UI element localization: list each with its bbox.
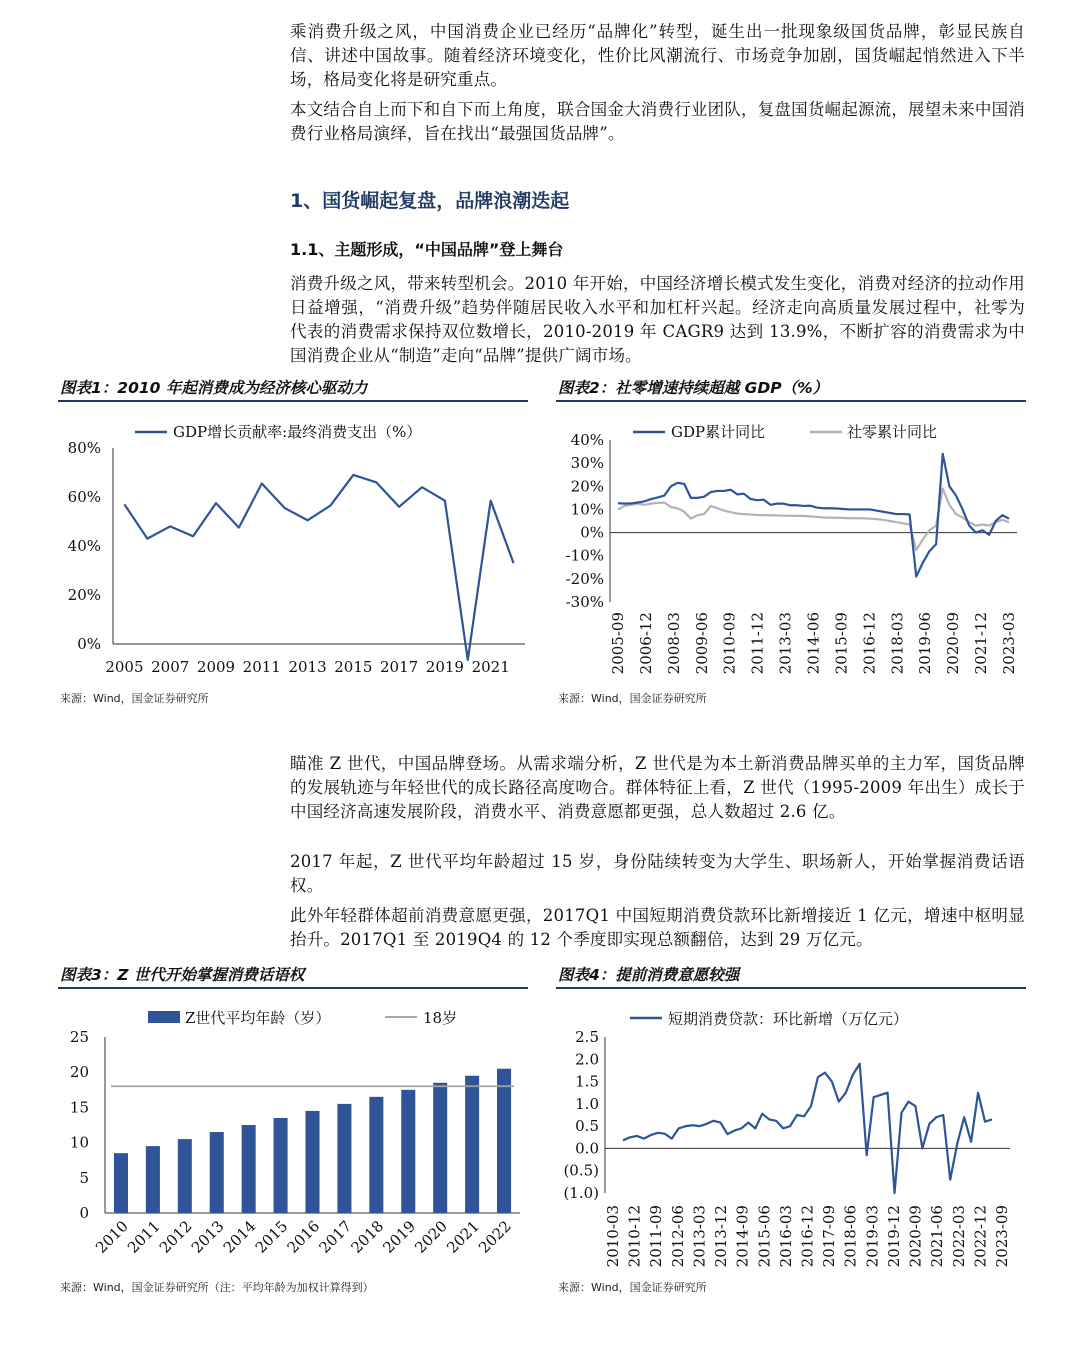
bar	[210, 1132, 224, 1213]
x-tick-label: 2021-06	[928, 1205, 947, 1268]
bar	[401, 1090, 415, 1213]
y-tick-label: 2.0	[575, 1050, 599, 1069]
bar	[114, 1153, 128, 1213]
y-tick-label: 2.5	[575, 1028, 599, 1046]
x-tick-label: 2019-12	[884, 1205, 903, 1268]
x-tick-label: 2014-06	[804, 612, 823, 675]
x-tick-label: 2010-03	[604, 1205, 622, 1268]
y-tick-label: 1.0	[575, 1094, 599, 1113]
x-tick-label: 2011	[242, 658, 281, 676]
figure-4-source: 来源：Wind，国金证券研究所	[558, 1281, 707, 1294]
x-tick-label: 2011-12	[748, 612, 767, 675]
legend-label: GDP累计同比	[671, 423, 766, 441]
y-tick-label: 1.5	[575, 1072, 599, 1091]
x-tick-label: 2014	[219, 1217, 260, 1257]
y-tick-label: (1.0)	[563, 1184, 599, 1202]
y-tick-label: 0%	[580, 523, 604, 542]
x-tick-label: 2011	[123, 1217, 164, 1257]
x-tick-label: 2018-03	[888, 612, 907, 675]
x-tick-label: 2015	[251, 1217, 292, 1257]
subsection-heading: 1.1、主题形成，“中国品牌”登上舞台	[290, 240, 564, 259]
x-tick-label: 2006-12	[636, 612, 655, 675]
legend-swatch	[148, 1011, 180, 1023]
y-tick-label: 10%	[570, 500, 604, 519]
y-tick-label: (0.5)	[563, 1161, 599, 1180]
series-line	[623, 1064, 992, 1193]
x-tick-label: 2021-12	[972, 612, 991, 675]
legend-label: Z世代平均年龄（岁）	[185, 1009, 331, 1027]
series-line	[124, 475, 513, 660]
figure-4-rule	[556, 987, 1026, 989]
x-tick-label: 2019-03	[863, 1205, 882, 1268]
y-tick-label: 40%	[570, 431, 604, 449]
bar	[433, 1083, 447, 1213]
x-tick-label: 2021	[471, 658, 510, 676]
y-tick-label: -10%	[565, 546, 604, 565]
x-tick-label: 2012	[155, 1217, 196, 1257]
x-tick-label: 2022-03	[949, 1205, 968, 1268]
paragraph-5: 2017 年起，Z 世代平均年龄超过 15 岁，身份陆续转变为大学生、职场新人，开始掌握消费话语权。	[290, 852, 1025, 895]
x-tick-label: 2009	[196, 658, 236, 676]
figure-4-title: 图表4：提前消费意愿较强	[558, 966, 740, 984]
x-tick-label: 2016-12	[860, 612, 879, 675]
x-tick-label: 2017-09	[820, 1205, 839, 1268]
paragraph-1: 乘消费升级之风，中国消费企业已经历“品牌化”转型，诞生出一批现象级国货品牌，彰显民族自信、讲述中国故事。随着经济环境变化，性价比风潮流行、市场竞争加剧，国货崛起悄然进入下半场，格局变化将是研究重点。	[290, 22, 1025, 89]
y-tick-label: 0	[79, 1204, 89, 1222]
bar	[369, 1097, 383, 1213]
x-tick-label: 2010	[92, 1217, 132, 1257]
y-tick-label: 25	[69, 1028, 89, 1046]
figure-3-title: 图表3：Z 世代开始掌握消费话语权	[60, 966, 305, 984]
legend-label: 短期消费贷款：环比新增（万亿元）	[668, 1010, 909, 1028]
x-tick-label: 2015-06	[755, 1205, 774, 1268]
x-tick-label: 2020-09	[944, 612, 963, 675]
x-tick-label: 2013-03	[690, 1205, 709, 1268]
y-tick-label: 15	[69, 1098, 89, 1117]
bar	[497, 1069, 511, 1213]
x-tick-label: 2021	[443, 1217, 483, 1257]
y-tick-label: 80%	[67, 439, 101, 457]
figure-1-title: 图表1：2010 年起消费成为经济核心驱动力	[60, 379, 368, 397]
legend-label: GDP增长贡献率:最终消费支出（%）	[173, 423, 422, 441]
x-tick-label: 2018-06	[841, 1205, 860, 1268]
x-tick-label: 2013-12	[712, 1205, 731, 1268]
x-tick-label: 2015-09	[832, 612, 851, 675]
y-tick-label: 0.5	[575, 1117, 599, 1136]
series-line	[618, 489, 1009, 550]
y-tick-label: 10	[69, 1133, 89, 1152]
figure-1-rule	[58, 400, 528, 402]
x-tick-label: 2010-12	[625, 1205, 644, 1268]
y-tick-label: 20%	[67, 586, 101, 604]
x-tick-label: 2023-03	[1000, 612, 1018, 675]
x-tick-label: 2022-12	[971, 1205, 990, 1268]
figure-4-chart	[555, 995, 1035, 1270]
x-tick-label: 2007	[151, 658, 190, 676]
y-tick-label: 0%	[77, 635, 101, 653]
x-tick-label: 2020	[411, 1217, 452, 1257]
x-tick-label: 2016-03	[776, 1205, 795, 1268]
paragraph-4: 瞄准 Z 世代，中国品牌登场。从需求端分析，Z 世代是为本土新消费品牌买单的主力军，国货品牌的发展轨迹与年轻世代的成长路径高度吻合。群体特征上看，Z 世代（1995-2009 年出生）成长于中国经济高速发展阶段，消费水平、消费意愿都更强，总人数超过 2.6 亿。	[290, 754, 1025, 821]
x-tick-label: 2015	[334, 658, 373, 676]
x-tick-label: 2013-03	[776, 612, 795, 675]
x-tick-label: 2008-03	[664, 612, 683, 675]
y-tick-label: 20%	[570, 477, 604, 496]
x-tick-label: 2013	[187, 1217, 228, 1257]
figure-1-source: 来源：Wind，国金证券研究所	[60, 692, 209, 705]
y-tick-label: 0.0	[575, 1139, 599, 1158]
bar	[305, 1111, 319, 1213]
x-tick-label: 2012-06	[668, 1205, 687, 1268]
figure-2-chart	[555, 410, 1035, 685]
bar	[337, 1104, 351, 1213]
bar	[274, 1118, 288, 1213]
x-tick-label: 2011-09	[647, 1205, 666, 1268]
figure-2-source: 来源：Wind，国金证券研究所	[558, 692, 707, 705]
x-tick-label: 2010-09	[720, 612, 739, 675]
y-tick-label: 30%	[570, 454, 604, 473]
x-tick-label: 2005	[105, 658, 144, 676]
x-tick-label: 2005-09	[609, 612, 627, 675]
x-tick-label: 2020-09	[906, 1205, 925, 1268]
y-tick-label: -20%	[565, 569, 604, 588]
x-tick-label: 2016	[283, 1217, 324, 1257]
legend-label: 18岁	[423, 1009, 458, 1027]
x-tick-label: 2019	[425, 658, 464, 676]
y-tick-label: 20	[69, 1063, 89, 1082]
x-tick-label: 2013	[288, 658, 327, 676]
section-heading: 1、国货崛起复盘，品牌浪潮迭起	[290, 190, 570, 212]
bar	[146, 1146, 160, 1213]
paragraph-2: 本文结合自上而下和自下而上角度，联合国金大消费行业团队，复盘国货崛起源流，展望未来中国消费行业格局演绎，旨在找出“最强国货品牌”。	[290, 100, 1025, 143]
figure-2-title: 图表2：社零增速持续超越 GDP（%）	[558, 379, 829, 397]
x-tick-label: 2018	[347, 1217, 388, 1257]
x-tick-label: 2019-06	[916, 612, 935, 675]
x-tick-label: 2014-09	[733, 1205, 752, 1268]
y-tick-label: 60%	[67, 488, 101, 506]
y-tick-label: 40%	[67, 537, 101, 555]
figure-2-rule	[556, 400, 1026, 402]
bar	[465, 1076, 479, 1213]
paragraph-6: 此外年轻群体超前消费意愿更强，2017Q1 中国短期消费贷款环比新增接近 1 亿元，增速中枢明显抬升。2017Q1 至 2019Q4 的 12 个季度即实现总额翻倍，达到 29 万亿元。	[290, 906, 1025, 949]
bar	[242, 1125, 256, 1213]
x-tick-label: 2022	[475, 1217, 515, 1257]
series-line	[618, 454, 1009, 577]
x-tick-label: 2017	[380, 658, 419, 676]
figure-3-rule	[58, 987, 528, 989]
x-tick-label: 2017	[315, 1217, 356, 1257]
x-tick-label: 2023-09	[993, 1205, 1011, 1268]
paragraph-3: 消费升级之风，带来转型机会。2010 年开始，中国经济增长模式发生变化，消费对经济的拉动作用日益增强，“消费升级”趋势伴随居民收入水平和加杠杆兴起。经济走向高质量发展过程中，社零为代表的消费需求保持双位数增长，2010-2019 年 CAGR9 达到 13.9%，不断扩容的消费需求为中国消费企业从“制造”走向“品牌”提供广阔市场。	[290, 274, 1025, 365]
legend-label: 社零累计同比	[847, 423, 938, 441]
figure-1-chart	[55, 410, 535, 680]
x-tick-label: 2019	[379, 1217, 420, 1257]
x-tick-label: 2009-06	[692, 612, 711, 675]
x-tick-label: 2016-12	[798, 1205, 817, 1268]
bar	[178, 1139, 192, 1213]
y-tick-label: 5	[79, 1168, 89, 1187]
figure-3-source: 来源：Wind，国金证券研究所（注：平均年龄为加权计算得到）	[60, 1281, 374, 1294]
figure-3-chart	[55, 995, 535, 1270]
y-tick-label: -30%	[565, 593, 604, 611]
